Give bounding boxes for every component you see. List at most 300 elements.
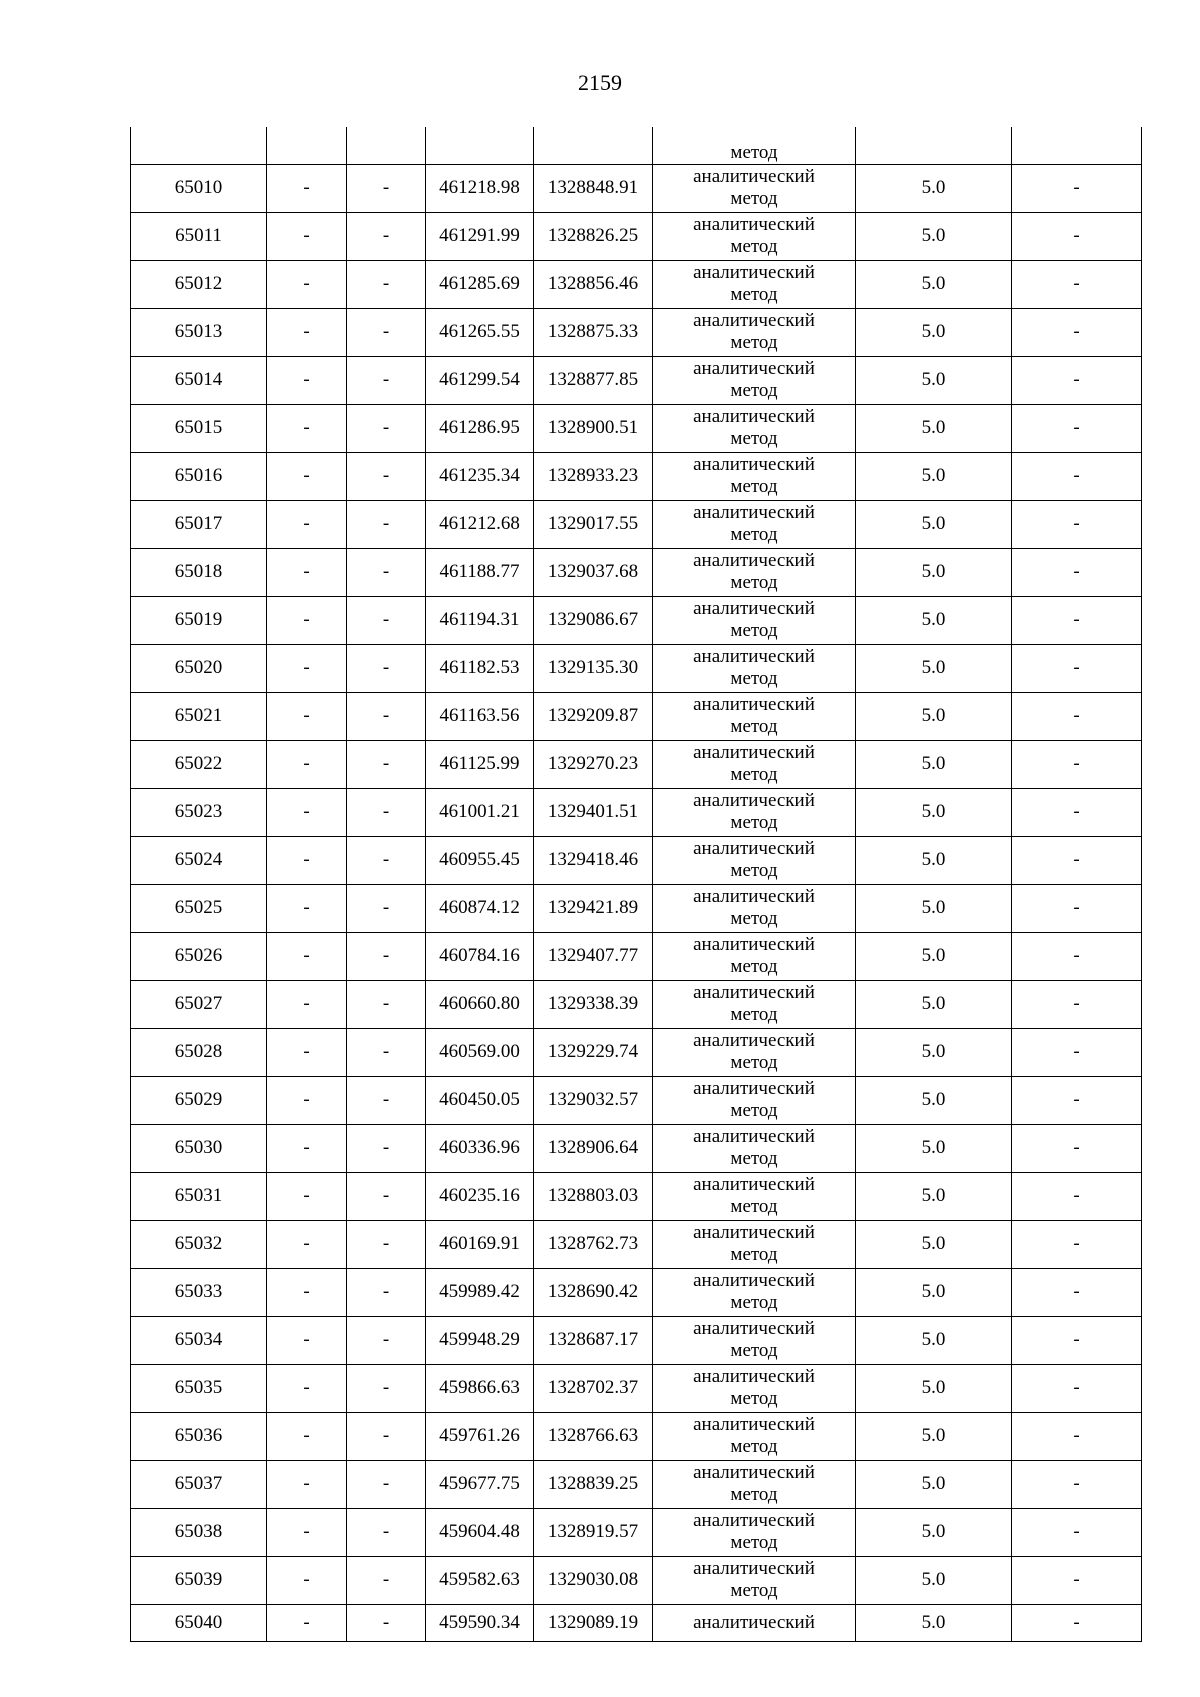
cell-accuracy: 5.0 <box>856 836 1012 884</box>
cell-col2: - <box>267 644 347 692</box>
cell-y: 1329229.74 <box>534 1028 653 1076</box>
cell-col3: - <box>347 1220 426 1268</box>
cell-y: 1328906.64 <box>534 1124 653 1172</box>
cell-method <box>653 740 856 788</box>
cell-y: 1329270.23 <box>534 740 653 788</box>
cell-col3: - <box>347 1604 426 1641</box>
cell-method <box>653 356 856 404</box>
cell-method <box>653 260 856 308</box>
cell-method <box>653 932 856 980</box>
cell-x: 461212.68 <box>426 500 534 548</box>
cell-accuracy: 5.0 <box>856 740 1012 788</box>
table-row <box>131 308 1142 356</box>
cell-col2: - <box>267 1364 347 1412</box>
method-line-2: метод <box>730 1580 778 1601</box>
method-line-1: аналитический <box>693 790 815 811</box>
cell-id: 65028 <box>131 1028 267 1076</box>
cell-col2: - <box>267 1460 347 1508</box>
cell-col3: - <box>347 1172 426 1220</box>
cell-col2: - <box>267 404 347 452</box>
cell-col2: - <box>267 500 347 548</box>
cell-x: 461001.21 <box>426 788 534 836</box>
cell-id: 65032 <box>131 1220 267 1268</box>
cell-id: 65018 <box>131 548 267 596</box>
method-line-2: метод <box>730 141 778 163</box>
cell-id: 65015 <box>131 404 267 452</box>
cell-col8: - <box>1012 452 1142 500</box>
method-line-2: метод <box>730 572 778 593</box>
cell-col2: - <box>267 1172 347 1220</box>
cell-x: 459989.42 <box>426 1268 534 1316</box>
cell-accuracy: 5.0 <box>856 1124 1012 1172</box>
cell-x: 459582.63 <box>426 1556 534 1604</box>
method-line-1: аналитический <box>693 310 815 331</box>
cell-x: 460660.80 <box>426 980 534 1028</box>
cell-y: 1329407.77 <box>534 932 653 980</box>
cell-y: 1329089.19 <box>534 1604 653 1641</box>
table-row <box>131 164 1142 212</box>
cell-y: 1329017.55 <box>534 500 653 548</box>
table-row <box>131 404 1142 452</box>
cell-y: 1329421.89 <box>534 884 653 932</box>
table-row <box>131 644 1142 692</box>
method-line-1: аналитический <box>693 406 815 427</box>
cell-col8 <box>1012 127 1142 164</box>
cell-col3: - <box>347 980 426 1028</box>
method-line-1: аналитический <box>693 934 815 955</box>
cell-col3: - <box>347 884 426 932</box>
cell-accuracy: 5.0 <box>856 596 1012 644</box>
cell-col3: - <box>347 1316 426 1364</box>
cell-y <box>534 127 653 164</box>
cell-col8: - <box>1012 1604 1142 1641</box>
cell-col8: - <box>1012 884 1142 932</box>
cell-accuracy: 5.0 <box>856 500 1012 548</box>
cell-id: 65011 <box>131 212 267 260</box>
method-line-1: аналитический <box>693 1366 815 1387</box>
cell-method <box>653 1268 856 1316</box>
table-row <box>131 1460 1142 1508</box>
table-row <box>131 1316 1142 1364</box>
cell-x: 461265.55 <box>426 308 534 356</box>
cell-y: 1329418.46 <box>534 836 653 884</box>
table-row <box>131 1508 1142 1556</box>
cell-accuracy: 5.0 <box>856 980 1012 1028</box>
cell-x: 461163.56 <box>426 692 534 740</box>
cell-col3: - <box>347 692 426 740</box>
cell-col3: - <box>347 452 426 500</box>
cell-y: 1328933.23 <box>534 452 653 500</box>
cell-accuracy: 5.0 <box>856 788 1012 836</box>
method-line-2: метод <box>730 1244 778 1265</box>
cell-x: 460569.00 <box>426 1028 534 1076</box>
coordinates-table <box>130 127 1142 1642</box>
table-row <box>131 1172 1142 1220</box>
cell-col3: - <box>347 932 426 980</box>
cell-method <box>653 788 856 836</box>
cell-y: 1329086.67 <box>534 596 653 644</box>
cell-accuracy: 5.0 <box>856 1364 1012 1412</box>
cell-accuracy: 5.0 <box>856 1412 1012 1460</box>
method-line-2: метод <box>730 428 778 449</box>
cell-id: 65012 <box>131 260 267 308</box>
method-line-1: аналитический <box>693 1558 815 1579</box>
cell-col3: - <box>347 164 426 212</box>
cell-col8: - <box>1012 596 1142 644</box>
cell-accuracy: 5.0 <box>856 1028 1012 1076</box>
cell-col8: - <box>1012 980 1142 1028</box>
cell-y: 1328803.03 <box>534 1172 653 1220</box>
cell-id: 65031 <box>131 1172 267 1220</box>
cell-col3: - <box>347 788 426 836</box>
cell-x: 461285.69 <box>426 260 534 308</box>
cell-y: 1328766.63 <box>534 1412 653 1460</box>
cell-accuracy: 5.0 <box>856 404 1012 452</box>
cell-col3: - <box>347 212 426 260</box>
method-line-1: аналитический <box>693 454 815 475</box>
cell-id: 65035 <box>131 1364 267 1412</box>
method-line-1: аналитический <box>693 1414 815 1435</box>
table-row <box>131 1220 1142 1268</box>
cell-col2: - <box>267 788 347 836</box>
cell-method <box>653 1508 856 1556</box>
cell-col3: - <box>347 404 426 452</box>
cell-col2: - <box>267 548 347 596</box>
cell-id: 65030 <box>131 1124 267 1172</box>
cell-col8: - <box>1012 1124 1142 1172</box>
cell-y: 1328919.57 <box>534 1508 653 1556</box>
method-line-2: метод <box>730 956 778 977</box>
cell-y: 1328848.91 <box>534 164 653 212</box>
table-row <box>131 596 1142 644</box>
table-row <box>131 356 1142 404</box>
cell-col3: - <box>347 1268 426 1316</box>
cell-method <box>653 164 856 212</box>
method-line-1: аналитический <box>693 1126 815 1147</box>
cell-y: 1328839.25 <box>534 1460 653 1508</box>
cell-accuracy: 5.0 <box>856 1220 1012 1268</box>
cell-x: 460169.91 <box>426 1220 534 1268</box>
cell-col3: - <box>347 836 426 884</box>
cell-x: 460450.05 <box>426 1076 534 1124</box>
cell-col3: - <box>347 740 426 788</box>
cell-col8: - <box>1012 164 1142 212</box>
method-line-1: аналитический <box>693 1174 815 1195</box>
cell-col8: - <box>1012 212 1142 260</box>
cell-x <box>426 127 534 164</box>
cell-col3: - <box>347 596 426 644</box>
table-row <box>131 1028 1142 1076</box>
table-row <box>131 260 1142 308</box>
method-line-2: метод <box>730 1388 778 1409</box>
cell-col3: - <box>347 308 426 356</box>
method-line-2: метод <box>730 236 778 257</box>
method-line-1: аналитический <box>693 166 815 187</box>
cell-y: 1329209.87 <box>534 692 653 740</box>
table-row <box>131 1364 1142 1412</box>
table-row <box>131 1124 1142 1172</box>
method-line-2: метод <box>730 1148 778 1169</box>
cell-id: 65039 <box>131 1556 267 1604</box>
method-line-2: метод <box>730 188 778 209</box>
cell-col8: - <box>1012 644 1142 692</box>
cell-col2 <box>267 127 347 164</box>
cell-col8: - <box>1012 1412 1142 1460</box>
cell-method <box>653 884 856 932</box>
table-row <box>131 1412 1142 1460</box>
cell-method <box>653 644 856 692</box>
cell-accuracy: 5.0 <box>856 1604 1012 1641</box>
cell-id: 65025 <box>131 884 267 932</box>
cell-col2: - <box>267 1316 347 1364</box>
cell-col8: - <box>1012 1508 1142 1556</box>
cell-col2: - <box>267 980 347 1028</box>
cell-col8: - <box>1012 932 1142 980</box>
cell-accuracy: 5.0 <box>856 1076 1012 1124</box>
cell-id: 65016 <box>131 452 267 500</box>
table-row <box>131 452 1142 500</box>
cell-col8: - <box>1012 1460 1142 1508</box>
cell-method <box>653 1028 856 1076</box>
cell-id: 65017 <box>131 500 267 548</box>
cell-col2: - <box>267 260 347 308</box>
cell-id: 65027 <box>131 980 267 1028</box>
cell-method <box>653 596 856 644</box>
cell-col8: - <box>1012 836 1142 884</box>
table-row-continued <box>131 127 1142 164</box>
method-line-2: метод <box>730 1292 778 1313</box>
table-row <box>131 1076 1142 1124</box>
cell-col8: - <box>1012 1076 1142 1124</box>
cell-id: 65023 <box>131 788 267 836</box>
method-line-1: аналитический <box>693 1611 815 1633</box>
cell-accuracy <box>856 127 1012 164</box>
cell-col3: - <box>347 1508 426 1556</box>
cell-y: 1328877.85 <box>534 356 653 404</box>
cell-id: 65014 <box>131 356 267 404</box>
cell-y: 1329401.51 <box>534 788 653 836</box>
method-line-1: аналитический <box>693 694 815 715</box>
cell-accuracy: 5.0 <box>856 356 1012 404</box>
method-line-2: метод <box>730 1052 778 1073</box>
cell-y: 1328690.42 <box>534 1268 653 1316</box>
cell-col8: - <box>1012 1364 1142 1412</box>
cell-x: 461188.77 <box>426 548 534 596</box>
cell-accuracy: 5.0 <box>856 452 1012 500</box>
method-line-2: метод <box>730 524 778 545</box>
cell-method <box>653 692 856 740</box>
method-line-1: аналитический <box>693 646 815 667</box>
table-row <box>131 212 1142 260</box>
cell-id: 65040 <box>131 1604 267 1641</box>
cell-col3: - <box>347 260 426 308</box>
cell-accuracy: 5.0 <box>856 884 1012 932</box>
cell-id: 65013 <box>131 308 267 356</box>
cell-accuracy: 5.0 <box>856 260 1012 308</box>
method-line-2: метод <box>730 908 778 929</box>
method-line-2: метод <box>730 620 778 641</box>
cell-x: 460336.96 <box>426 1124 534 1172</box>
table-row <box>131 1268 1142 1316</box>
cell-y: 1329338.39 <box>534 980 653 1028</box>
method-line-2: метод <box>730 812 778 833</box>
cell-x: 459604.48 <box>426 1508 534 1556</box>
cell-col2: - <box>267 740 347 788</box>
cell-x: 461194.31 <box>426 596 534 644</box>
cell-x: 461125.99 <box>426 740 534 788</box>
cell-col2: - <box>267 164 347 212</box>
cell-col8: - <box>1012 1028 1142 1076</box>
cell-id: 65034 <box>131 1316 267 1364</box>
cell-col2: - <box>267 1604 347 1641</box>
cell-method <box>653 1316 856 1364</box>
table-row <box>131 692 1142 740</box>
method-line-2: метод <box>730 476 778 497</box>
method-line-2: метод <box>730 380 778 401</box>
method-line-1: аналитический <box>693 550 815 571</box>
cell-col3: - <box>347 644 426 692</box>
cell-id: 65024 <box>131 836 267 884</box>
method-line-2: метод <box>730 1436 778 1457</box>
cell-y: 1328702.37 <box>534 1364 653 1412</box>
cell-y: 1328875.33 <box>534 308 653 356</box>
cell-col2: - <box>267 884 347 932</box>
cell-col3: - <box>347 1556 426 1604</box>
cell-y: 1329037.68 <box>534 548 653 596</box>
method-line-2: метод <box>730 716 778 737</box>
cell-y: 1328762.73 <box>534 1220 653 1268</box>
cell-col2: - <box>267 1124 347 1172</box>
cell-x: 461299.54 <box>426 356 534 404</box>
cell-y: 1329032.57 <box>534 1076 653 1124</box>
table-row-last <box>131 1604 1142 1641</box>
cell-method <box>653 1076 856 1124</box>
cell-col2: - <box>267 452 347 500</box>
cell-x: 459590.34 <box>426 1604 534 1641</box>
cell-id: 65037 <box>131 1460 267 1508</box>
cell-col3: - <box>347 1364 426 1412</box>
method-line-1: аналитический <box>693 742 815 763</box>
cell-col2: - <box>267 1028 347 1076</box>
cell-col8: - <box>1012 1268 1142 1316</box>
cell-x: 459948.29 <box>426 1316 534 1364</box>
method-line-1: аналитический <box>693 982 815 1003</box>
cell-y: 1328900.51 <box>534 404 653 452</box>
cell-col2: - <box>267 1076 347 1124</box>
cell-x: 460235.16 <box>426 1172 534 1220</box>
cell-col8: - <box>1012 1316 1142 1364</box>
cell-y: 1329135.30 <box>534 644 653 692</box>
cell-col3: - <box>347 1076 426 1124</box>
cell-y: 1328826.25 <box>534 212 653 260</box>
cell-method <box>653 500 856 548</box>
method-line-1: аналитический <box>693 1510 815 1531</box>
cell-method <box>653 212 856 260</box>
cell-col2: - <box>267 1412 347 1460</box>
cell-accuracy: 5.0 <box>856 1556 1012 1604</box>
cell-col3: - <box>347 500 426 548</box>
cell-col2: - <box>267 308 347 356</box>
page-number: 2159 <box>578 70 622 95</box>
cell-col8: - <box>1012 308 1142 356</box>
cell-id: 65036 <box>131 1412 267 1460</box>
cell-method <box>653 1604 856 1641</box>
cell-id: 65019 <box>131 596 267 644</box>
cell-accuracy: 5.0 <box>856 212 1012 260</box>
cell-col8: - <box>1012 548 1142 596</box>
cell-accuracy: 5.0 <box>856 1460 1012 1508</box>
method-line-2: метод <box>730 860 778 881</box>
cell-col2: - <box>267 212 347 260</box>
cell-col8: - <box>1012 500 1142 548</box>
method-line-2: метод <box>730 332 778 353</box>
method-line-2: метод <box>730 1532 778 1553</box>
cell-accuracy: 5.0 <box>856 1316 1012 1364</box>
cell-col8: - <box>1012 1220 1142 1268</box>
cell-col8: - <box>1012 1556 1142 1604</box>
method-line-2: метод <box>730 1100 778 1121</box>
cell-col3: - <box>347 1028 426 1076</box>
cell-y: 1328687.17 <box>534 1316 653 1364</box>
table-row <box>131 788 1142 836</box>
cell-y: 1329030.08 <box>534 1556 653 1604</box>
cell-col8: - <box>1012 404 1142 452</box>
method-line-2: метод <box>730 1004 778 1025</box>
method-line-1: аналитический <box>693 838 815 859</box>
cell-x: 460874.12 <box>426 884 534 932</box>
cell-x: 461218.98 <box>426 164 534 212</box>
table-row <box>131 836 1142 884</box>
cell-col3: - <box>347 548 426 596</box>
method-line-1: аналитический <box>693 886 815 907</box>
cell-method <box>653 980 856 1028</box>
cell-col2: - <box>267 1556 347 1604</box>
cell-id: 65033 <box>131 1268 267 1316</box>
cell-method <box>653 548 856 596</box>
cell-col2: - <box>267 1268 347 1316</box>
cell-method <box>653 1556 856 1604</box>
cell-accuracy: 5.0 <box>856 548 1012 596</box>
table-row <box>131 1556 1142 1604</box>
method-line-2: метод <box>730 1484 778 1505</box>
method-line-1: аналитический <box>693 1222 815 1243</box>
table-row <box>131 932 1142 980</box>
cell-id: 65026 <box>131 932 267 980</box>
method-line-1: аналитический <box>693 1030 815 1051</box>
method-line-2: метод <box>730 1340 778 1361</box>
method-line-1: аналитический <box>693 1270 815 1291</box>
cell-accuracy: 5.0 <box>856 1172 1012 1220</box>
cell-method <box>653 452 856 500</box>
table-row <box>131 884 1142 932</box>
cell-method <box>653 1172 856 1220</box>
cell-col8: - <box>1012 260 1142 308</box>
cell-col2: - <box>267 692 347 740</box>
table-row <box>131 500 1142 548</box>
method-line-1: аналитический <box>693 214 815 235</box>
cell-accuracy: 5.0 <box>856 1508 1012 1556</box>
cell-method <box>653 1220 856 1268</box>
cell-method <box>653 1364 856 1412</box>
cell-method <box>653 127 856 164</box>
method-line-2: метод <box>730 1196 778 1217</box>
cell-id: 65038 <box>131 1508 267 1556</box>
method-line-2: метод <box>730 764 778 785</box>
cell-id <box>131 127 267 164</box>
cell-accuracy: 5.0 <box>856 644 1012 692</box>
cell-x: 459677.75 <box>426 1460 534 1508</box>
cell-col3: - <box>347 356 426 404</box>
